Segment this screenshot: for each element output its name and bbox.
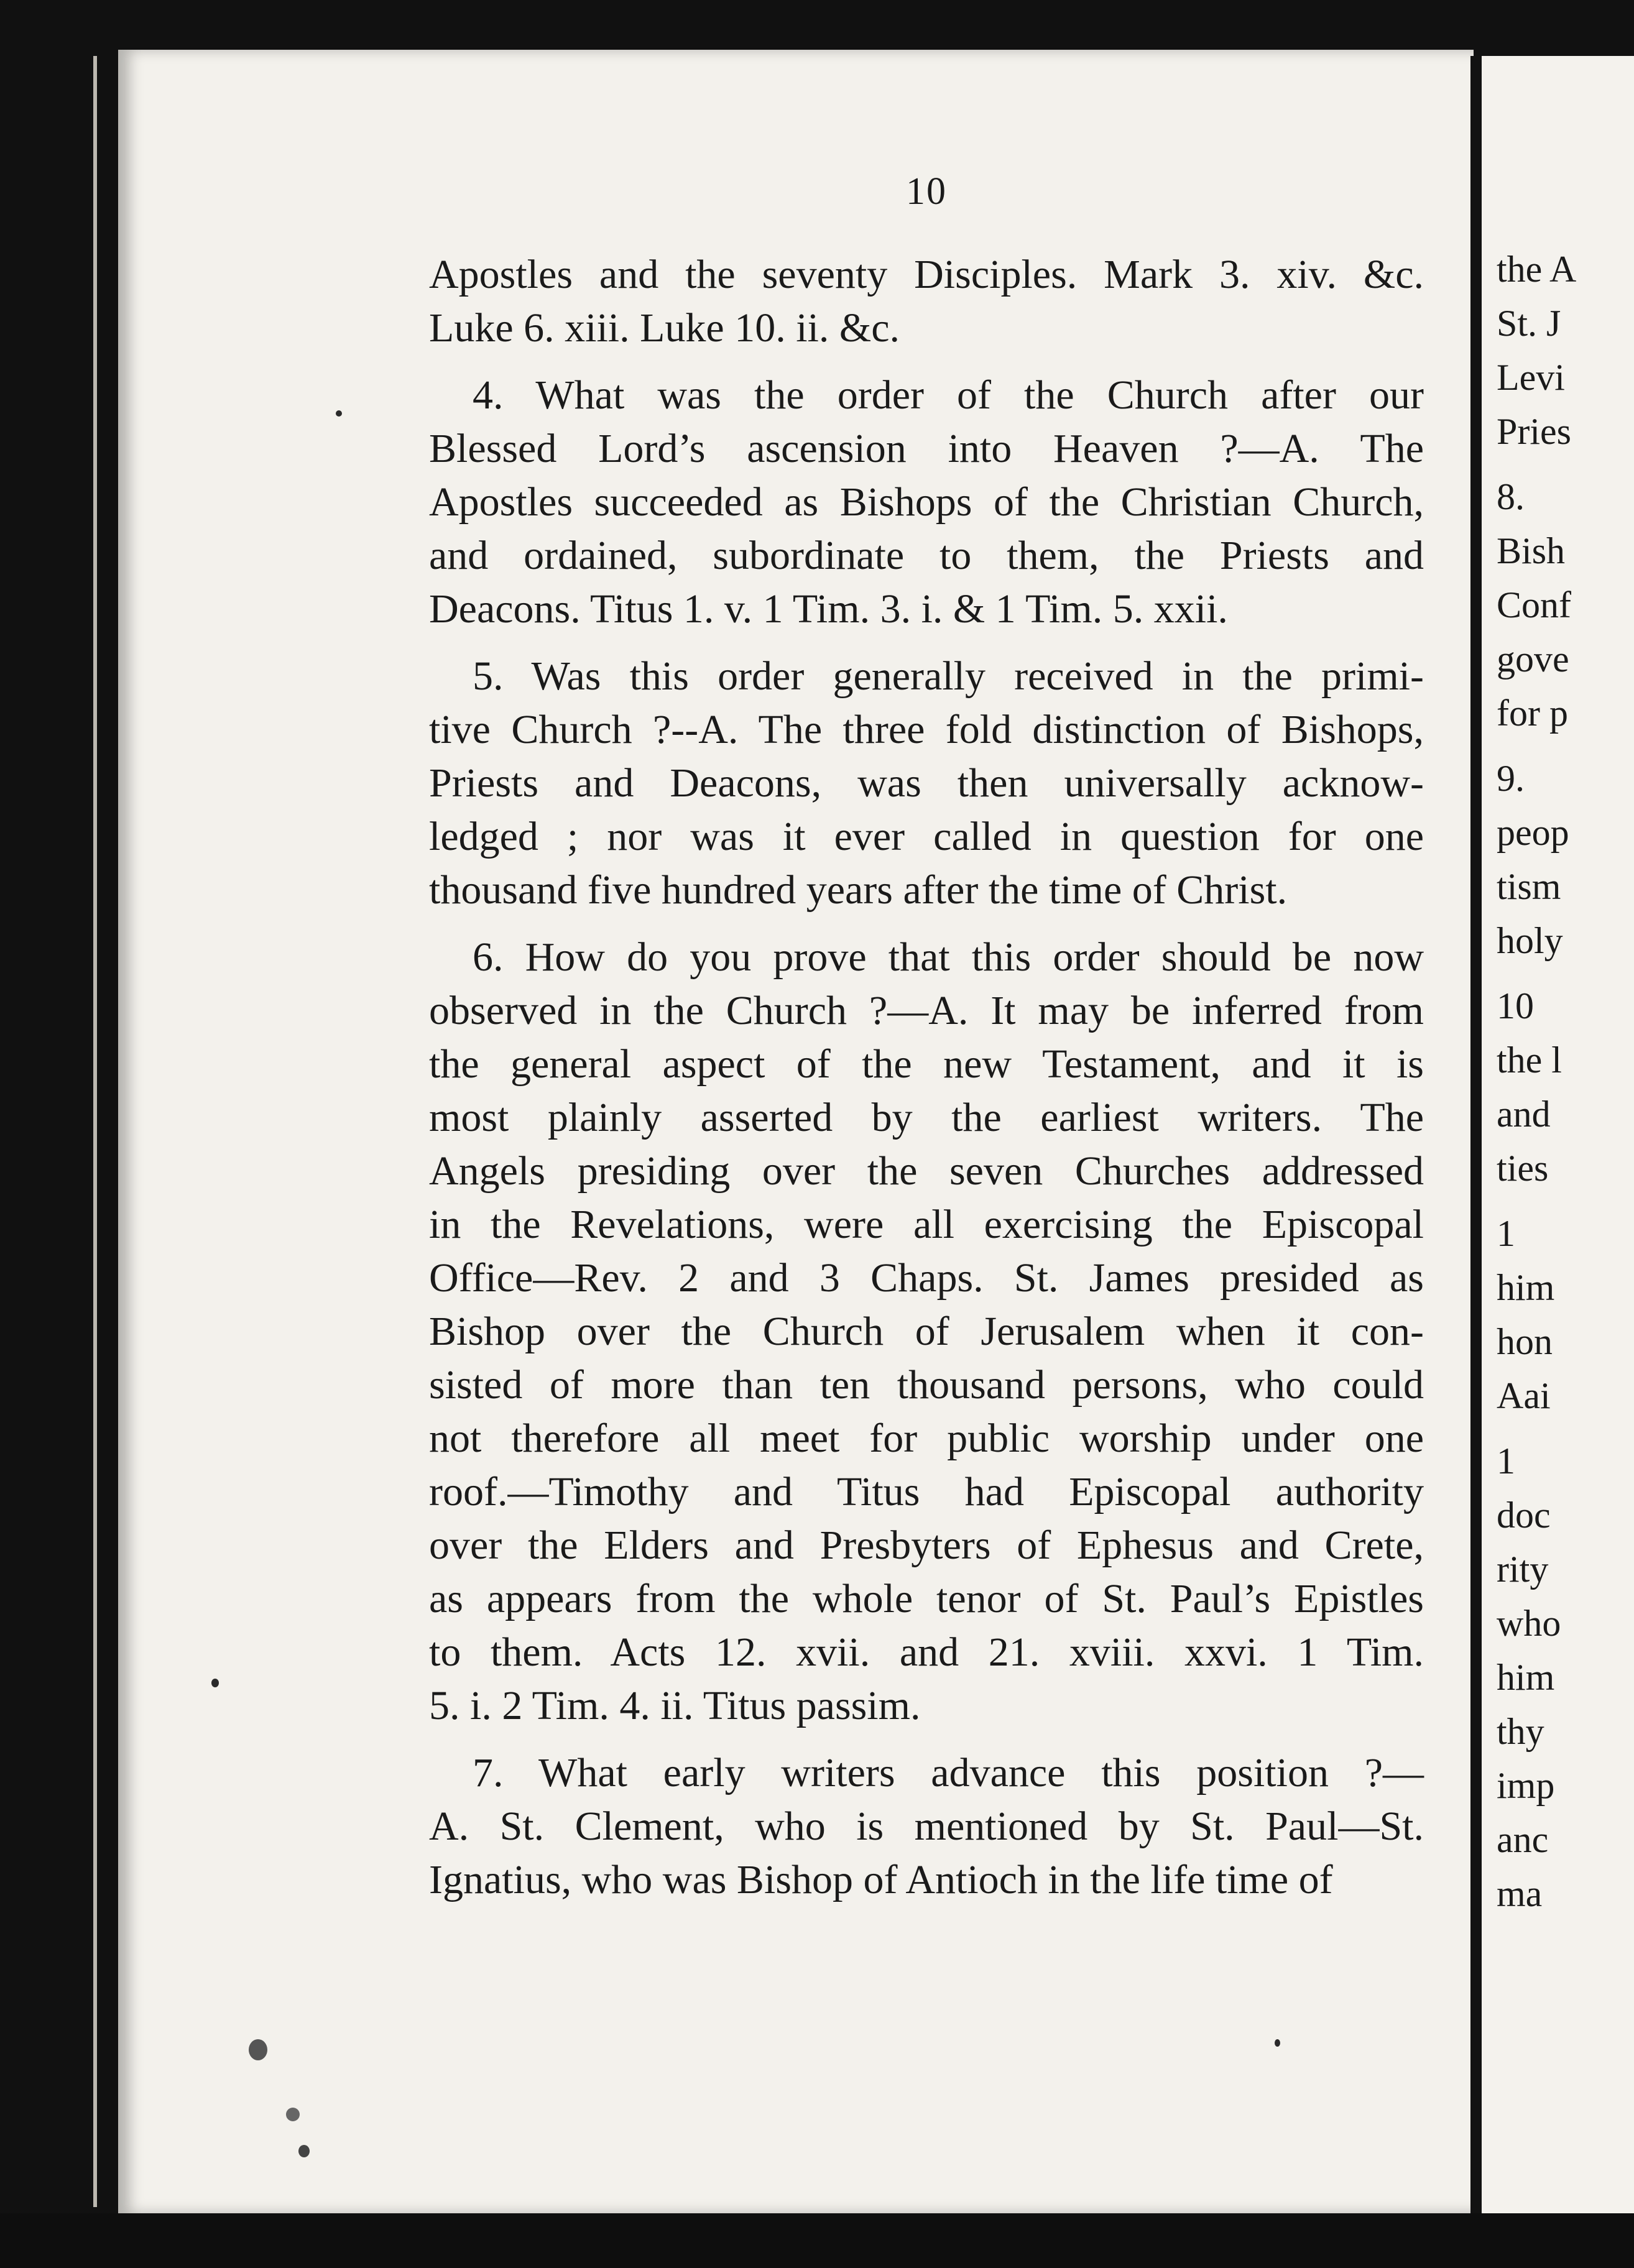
text-line: Apostles succeeded as Bishops of the Christian Church, bbox=[429, 479, 1424, 525]
fragment-line: 1 bbox=[1497, 1441, 1515, 1482]
fragment-line: 8. bbox=[1497, 476, 1525, 517]
fragment-line: 10 bbox=[1497, 985, 1534, 1026]
text-line: sisted of more than ten thousand persons, who could bbox=[429, 1362, 1424, 1408]
text-line: roof.—Timothy and Titus had Episcopal authority bbox=[429, 1469, 1424, 1514]
ink-speck bbox=[1275, 2039, 1280, 2047]
fragment-line: doc bbox=[1497, 1495, 1551, 1536]
scan-border-top bbox=[0, 0, 1634, 56]
text-line: Luke 6. xiii. Luke 10. ii. &c. bbox=[429, 305, 900, 351]
fragment-line: ma bbox=[1497, 1873, 1543, 1914]
fragment-line: hon bbox=[1497, 1321, 1553, 1362]
text-line: 4. What was the order of the Church after our bbox=[473, 372, 1424, 418]
fragment-line: imp bbox=[1497, 1765, 1555, 1806]
paragraphs bbox=[429, 248, 1424, 1907]
fragment-gap bbox=[1497, 1423, 1634, 1434]
scan-border-bottom bbox=[0, 2213, 1634, 2268]
fragment-gap bbox=[1497, 968, 1634, 979]
text-line: tive Church ?--A. The three fold distinction of Bishops, bbox=[429, 707, 1424, 752]
text-line: Bishop over the Church of Jerusalem when it con- bbox=[429, 1309, 1424, 1354]
fragment-line: anc bbox=[1497, 1819, 1549, 1860]
text-line: 6. How do you prove that this order should be now bbox=[473, 934, 1424, 980]
text-line: observed in the Church ?—A. It may be inferred from bbox=[429, 988, 1424, 1033]
fragment-line: thy bbox=[1497, 1711, 1544, 1752]
fragment-line: Pries bbox=[1497, 411, 1571, 452]
text-line: and ordained, subordinate to them, the Priests and bbox=[429, 533, 1424, 578]
fragment-line: Conf bbox=[1497, 584, 1571, 625]
text-line: Blessed Lord’s ascension into Heaven ?—A. The bbox=[429, 426, 1424, 471]
fragment-line: rity bbox=[1497, 1549, 1549, 1590]
page-body bbox=[429, 165, 1424, 1920]
fragment-line: the A bbox=[1497, 249, 1577, 290]
text-line: most plainly asserted by the earliest writers. The bbox=[429, 1095, 1424, 1140]
paragraph bbox=[429, 1746, 1424, 1907]
text-line: the general aspect of the new Testament, and it is bbox=[429, 1041, 1424, 1087]
text-line: Ignatius, who was Bishop of Antioch in the life time of bbox=[429, 1857, 1333, 1902]
ink-speck bbox=[211, 1679, 219, 1687]
text-line: A. St. Clement, who is mentioned by St. Paul—St. bbox=[429, 1804, 1424, 1849]
text-line: 5. i. 2 Tim. 4. ii. Titus passim. bbox=[429, 1683, 921, 1728]
text-line: Angels presiding over the seven Churches addressed bbox=[429, 1148, 1424, 1194]
text-line: thousand five hundred years after the time of Christ. bbox=[429, 867, 1288, 913]
fragment-line: Levi bbox=[1497, 357, 1565, 398]
text-line: not therefore all meet for public worship under one bbox=[429, 1416, 1424, 1461]
fragment-line: who bbox=[1497, 1603, 1561, 1644]
text-line: 7. What early writers advance this position ?— bbox=[473, 1750, 1424, 1796]
fragment-gap bbox=[1497, 459, 1634, 470]
paragraph bbox=[429, 650, 1424, 917]
fragment-line: Bish bbox=[1497, 530, 1566, 571]
text-line: Apostles and the seventy Disciples. Mark 3. xiv. &c. bbox=[429, 252, 1424, 297]
fragment-line: 1 bbox=[1497, 1213, 1515, 1254]
paragraph bbox=[429, 931, 1424, 1733]
text-line: Deacons. Titus 1. v. 1 Tim. 3. i. & 1 Tim. 5. xxii. bbox=[429, 586, 1228, 632]
text-line: Office—Rev. 2 and 3 Chaps. St. James presided as bbox=[429, 1255, 1424, 1301]
ink-speck bbox=[249, 2039, 267, 2060]
fragment-line: 9. bbox=[1497, 758, 1525, 799]
text-line: over the Elders and Presbyters of Ephesus and Crete, bbox=[429, 1523, 1424, 1568]
ink-speck bbox=[286, 2108, 300, 2121]
fragment-gap bbox=[1497, 1196, 1634, 1207]
text-line: Priests and Deacons, was then universally acknow- bbox=[429, 760, 1424, 806]
paragraph bbox=[429, 369, 1424, 636]
paragraph bbox=[429, 248, 1424, 355]
text-line: in the Revelations, were all exercising the Episcopal bbox=[429, 1202, 1424, 1247]
fragment-line: the l bbox=[1497, 1040, 1562, 1081]
fragment-line: him bbox=[1497, 1267, 1555, 1308]
ink-speck bbox=[336, 410, 342, 417]
fragment-line: him bbox=[1497, 1657, 1555, 1698]
fragment-line: gove bbox=[1497, 638, 1569, 680]
text-line: as appears from the whole tenor of St. Paul’s Epistles bbox=[429, 1576, 1424, 1621]
text-line: 5. Was this order generally received in the primi- bbox=[473, 653, 1424, 699]
fragment-line: holy bbox=[1497, 920, 1563, 961]
fragment-line: St. J bbox=[1497, 303, 1561, 344]
fragment-gap bbox=[1497, 1921, 1634, 1932]
text-line: ledged ; nor was it ever called in question for one bbox=[429, 814, 1424, 859]
fragment-line: ties bbox=[1497, 1148, 1549, 1189]
fragment-gap bbox=[1497, 740, 1634, 752]
fragment-line: peop bbox=[1497, 812, 1569, 853]
fragment-line: tism bbox=[1497, 866, 1561, 907]
fragment-line: and bbox=[1497, 1094, 1551, 1135]
next-page-edge bbox=[1482, 56, 1634, 2213]
text-line: to them. Acts 12. xvii. and 21. xviii. xxvi. 1 Tim. bbox=[429, 1630, 1424, 1675]
page-number: 10 bbox=[906, 170, 947, 213]
ink-speck bbox=[298, 2145, 310, 2157]
next-page-text-fragments bbox=[1482, 56, 1634, 1932]
fragment-line: for p bbox=[1497, 693, 1568, 734]
fragment-line: Aai bbox=[1497, 1375, 1551, 1416]
book-gutter bbox=[1470, 56, 1482, 2213]
